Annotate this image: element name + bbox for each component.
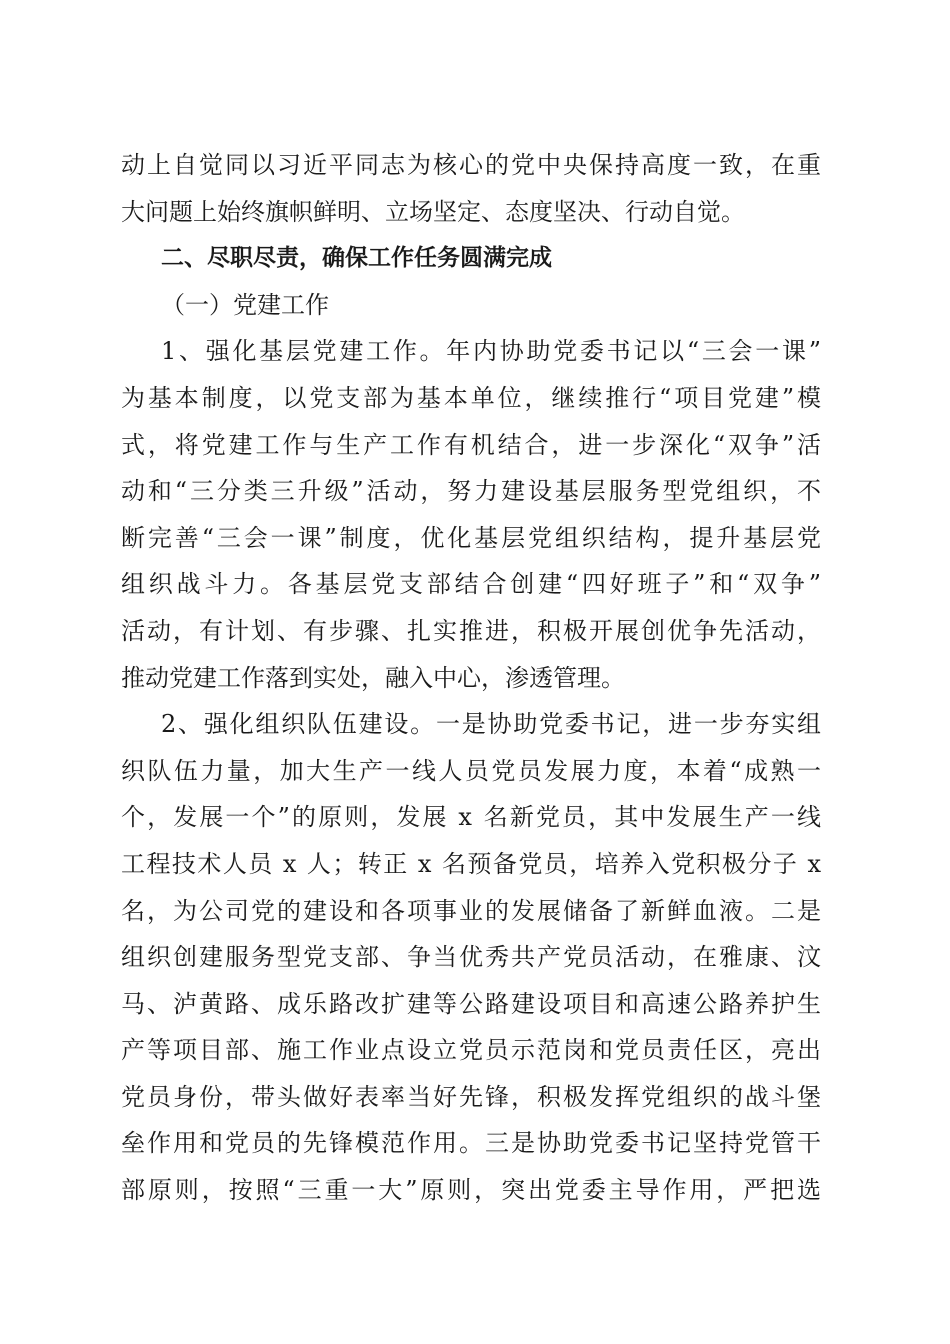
body-line <box>121 794 824 841</box>
body-line <box>121 748 824 795</box>
body-line <box>121 655 821 702</box>
paragraph-first-line <box>121 701 821 748</box>
body-line <box>121 142 821 189</box>
line-text: 动上自觉同以习近平同志为核心的党中央保持高度一致，在重 <box>121 151 823 179</box>
line-text: 垒作用和党员的先锋模范作用。三是协助党委书记坚持党管干 <box>121 1129 823 1158</box>
line-text: 2、强化组织队伍建设。一是协助党委书记，进一步夯实组 <box>161 710 823 739</box>
line-text: 为基本制度，以党支部为基本单位，继续推行“项目党建”模 <box>121 383 824 412</box>
line-text: 织队伍力量，加大生产一线人员党员发展力度，本着“成熟一 <box>121 756 824 785</box>
body-line <box>121 1027 821 1074</box>
line-text: 组织创建服务型党支部、争当优秀共产党员活动，在雅康、汶 <box>121 943 823 972</box>
line-text: 动和“三分类三升级”活动，努力建设基层服务型党组织，不 <box>121 477 824 506</box>
line-text: 工程技术人员 x 人；转正 x 名预备党员，培养入党积极分子 x <box>121 849 823 878</box>
line-text: 推动党建工作落到实处，融入中心，渗透管理。 <box>121 663 625 692</box>
body-line <box>121 468 824 515</box>
section-heading-text: 二、尽职尽责，确保工作任务圆满完成 <box>161 245 552 272</box>
paragraph-first-line <box>121 328 824 375</box>
body-line <box>121 422 824 469</box>
line-text: 活动，有计划、有步骤、扎实推进，积极开展创优争先活动， <box>121 616 823 645</box>
body-line <box>121 1167 824 1214</box>
body-line <box>121 934 821 981</box>
line-text: 产等项目部、施工作业点设立党员示范岗和党员责任区，亮出 <box>121 1036 823 1065</box>
subsection-heading <box>121 282 821 329</box>
document-body <box>121 142 825 1214</box>
subsection-heading-text: （一）党建工作 <box>161 290 329 319</box>
line-text: 断完善“三会一课”制度，优化基层党组织结构，提升基层党 <box>121 523 824 552</box>
line-text: 个，发展一个”的原则，发展 x 名新党员，其中发展生产一线 <box>121 803 824 832</box>
body-line <box>121 561 825 608</box>
line-text: 名，为公司党的建设和各项事业的发展储备了新鲜血液。二是 <box>121 896 823 925</box>
line-text: 1、强化基层党建工作。年内协助党委书记以“三会一课” <box>161 337 824 366</box>
body-line <box>121 1074 821 1121</box>
line-text: 党员身份，带头做好表率当好先锋，积极发挥党组织的战斗堡 <box>121 1082 823 1111</box>
body-line <box>121 888 821 935</box>
body-line <box>121 981 821 1028</box>
body-line <box>121 189 821 236</box>
body-line <box>121 608 821 655</box>
body-line <box>121 1120 821 1167</box>
body-line <box>121 515 824 562</box>
line-text: 组织战斗力。各基层党支部结合创建“四好班子”和“双争” <box>121 570 825 599</box>
section-heading <box>121 235 821 282</box>
body-line <box>121 375 824 422</box>
line-text: 式，将党建工作与生产工作有机结合，进一步深化“双争”活 <box>121 430 824 459</box>
body-line <box>121 841 821 888</box>
line-text: 部原则，按照“三重一大”原则，突出党委主导作用，严把选 <box>121 1176 824 1205</box>
line-text: 马、泸黄路、成乐路改扩建等公路建设项目和高速公路养护生 <box>121 989 823 1018</box>
line-text: 大问题上始终旗帜鲜明、立场坚定、态度坚决、行动自觉。 <box>121 197 745 226</box>
